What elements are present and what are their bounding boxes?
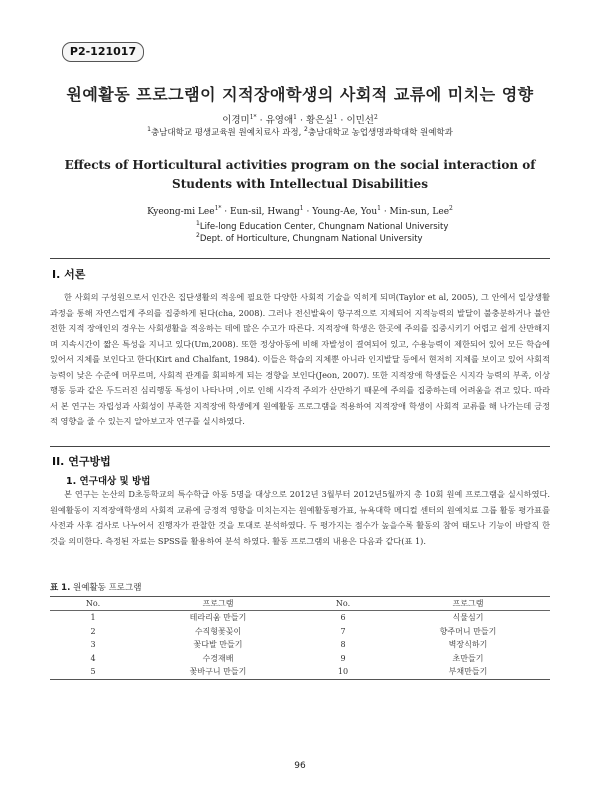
- table-cell: 수경재배: [202, 653, 234, 663]
- table-cell: 1: [90, 613, 96, 623]
- table-row: [50, 638, 550, 652]
- table-row: [50, 611, 550, 625]
- author-en-3-sup: 1: [377, 205, 381, 212]
- affiliations-korean: [0, 126, 600, 138]
- authors-english: [0, 205, 600, 217]
- author-sep: ·: [337, 115, 347, 126]
- author-sep: ·: [221, 207, 231, 217]
- author-sep: ·: [303, 207, 313, 217]
- author-sep: ·: [256, 115, 266, 126]
- affiliation-english-1: [196, 220, 448, 232]
- section-heading-methods: II. 연구방법: [52, 455, 111, 468]
- affiliation-english-2: [196, 232, 423, 244]
- author-2: 유영애: [265, 115, 294, 126]
- affil-en-1-text: Life-long Education Center, Chungnam National University: [199, 221, 449, 232]
- methods-paragraph: [50, 487, 550, 549]
- table-cell: 3: [90, 640, 96, 650]
- author-2-sup: 1: [293, 113, 297, 121]
- table-caption: [50, 581, 141, 593]
- author-3-sup: 1: [333, 113, 338, 121]
- author-en-4-sup: 2: [449, 205, 453, 212]
- table-cell: 테라리움 만들기: [189, 613, 247, 623]
- title-korean: 원예활동 프로그램이 지적장애학생의 사회적 교류에 미치는 영향: [66, 85, 534, 104]
- title-english-line2: Students with Intellectual Disabilities: [172, 177, 428, 191]
- affil-en-2-text: Dept. of Horticulture, Chungnam National University: [199, 233, 423, 244]
- col-header-no: No.: [50, 597, 136, 611]
- authors-korean: [0, 112, 600, 126]
- affil-ko-1: 충남대학교 평생교육원 원예치료사 과정,: [150, 128, 305, 138]
- program-table: [50, 596, 550, 680]
- table-cell: 부채만들기: [386, 665, 550, 679]
- table-header-row: [50, 597, 550, 611]
- author-sep: ·: [380, 207, 390, 217]
- table-cell: 4: [90, 653, 96, 663]
- author-1-sup: 1*: [249, 113, 257, 121]
- table-row: [50, 665, 550, 679]
- section-heading-intro: I. 서론: [52, 268, 86, 281]
- author-en-1-sup: 1*: [214, 205, 222, 212]
- author-en-2: Eun-sil, Hwang: [230, 207, 300, 217]
- poster-id-badge: P2-121017: [62, 42, 144, 62]
- affil-sup-2: 2: [304, 126, 308, 134]
- affil-sup-1: 1: [147, 126, 151, 134]
- table-cell: 7: [340, 626, 346, 636]
- affil-en-sup-2: 2: [196, 232, 200, 239]
- table-cell: 식물심기: [452, 613, 484, 623]
- author-1: 이경미: [222, 115, 250, 126]
- table-cell: 10: [300, 665, 386, 679]
- col-header-no: No.: [300, 597, 386, 611]
- author-en-4: Min-sun, Lee: [389, 207, 450, 217]
- page-number: 96: [294, 761, 306, 771]
- affil-ko-2: 충남대학교 농업생명과학대학 원예학과: [307, 128, 453, 138]
- table-cell: 9: [340, 653, 346, 663]
- table-cell: 5: [50, 665, 136, 679]
- intro-paragraph: [50, 290, 550, 430]
- title-english-line1: Effects of Horticultural activities program on the social interaction of: [64, 158, 536, 172]
- author-en-2-sup: 1: [299, 205, 304, 212]
- table-cell: 벽장식하기: [448, 640, 488, 650]
- author-en-1: Kyeong-mi Lee: [147, 207, 215, 217]
- author-en-3: Young-Ae, You: [312, 207, 378, 217]
- subsection-heading: 1. 연구대상 및 방법: [66, 476, 151, 487]
- table-cell: 8: [340, 640, 346, 650]
- col-header-program: 프로그램: [136, 597, 300, 611]
- table-row: [50, 652, 550, 666]
- table-cell: 초만들기: [452, 653, 484, 663]
- col-header-program: 프로그램: [386, 597, 550, 611]
- table-cell: 2: [90, 626, 96, 636]
- author-4: 이민선: [346, 115, 374, 126]
- methods-text: 본 연구는 논산의 D초등학교의 특수학급 아동 5명을 대상으로 2012년 3월부터 2012년5월까지 총 10회 원예 프로그램을 실시하였다. 원예활동이 지적장애학생의 사회적 교류에 긍정적 영향을 미치는지는 원예활동평가표, 뉴욕대학 메디컬 센터의 원예치료 그룹 활동 평가표를 사전과 사후 검사로 나누어서 진행자가 관찰한 것을 토대로 분석하였다. 두 평가지는 점수가 높을수록 활동의 참여 태도나 기능이 바람직 한 것을 의미한다. 측정된 자료는 SPSS를 활용하여 분석 하였다. 활동 프로그램의 내용은 다음과 같다(표 1).: [50, 489, 550, 546]
- table-cell: 6: [340, 613, 346, 623]
- table-cell: 향주머니 만들기: [439, 626, 497, 636]
- affil-en-sup-1: 1: [196, 220, 200, 227]
- table-caption-text: 원예활동 프로그램: [70, 583, 142, 593]
- author-sep: ·: [296, 115, 307, 126]
- section-divider: [50, 258, 550, 259]
- table-row: [50, 625, 550, 639]
- intro-text: 한 사회의 구성원으로서 인간은 집단생활의 적응에 필요한 다양한 사회적 기술을 익히게 되며(Taylor et al, 2005), 그 안에서 일상생활 과정을 통해 자연스럽게 주의를 집중하게 된다(cha, 2008). 그러나 전신발육이 항구적으로 지체되어 지적능력의 발달이 불충분하거나 불안전한 지적 장애인의 경우는 사회생활을 적응하는 데에 많은 수고가 따른다. 지적장애 학생은 한곳에 주의를 집중시키기 어렵고 쉽게 산만해지며 지속시간이 짧은 특성을 지니고 있다(Um,2008). 또한 정상아동에 비해 자발성이 결여되어 있고, 수용능력이 제한되어 있어 모든 학습에 있어서 지체를 보인다고 한다(Kirt and Chalfant, 1984). 이들은 학습의 지체뿐 아니라 인지발달 등에서 현저히 지체를 보이고 있어 사회적 능력이 낮은 수준에 머무르며, 사회적 관계를 회피하게 되는 경향을 보인다(Jeon, 2007). 또한 지적장애 학생들은 시지각 능력의 부족, 이상행동 등과 같은 두드러진 심리행동 특성이 나타나며 ,이로 인해 시각적 주의가 산만하기 때문에 주의를 집중하는데 어려움을 겪고 있다. 따라서 본 연구는 자립성과 사회성이 부족한 지적장애 학생에게 원예활동 프로그램을 적용하여 지적장애 학생이 사회적 교류를 해 나가는데 긍정적 영향을 줄 수 있는지 알아보고자 연구를 실시하였다.: [50, 292, 550, 426]
- table-cell: 꽃바구니 만들기: [136, 665, 300, 679]
- table-cell: 꽃다발 만들기: [193, 640, 243, 650]
- section-divider: [50, 446, 550, 447]
- table-caption-label: 표 1.: [50, 583, 71, 593]
- table-cell: 수직형꽃꽂이: [194, 626, 242, 636]
- author-4-sup: 2: [373, 113, 378, 121]
- author-3: 황은실: [306, 115, 334, 126]
